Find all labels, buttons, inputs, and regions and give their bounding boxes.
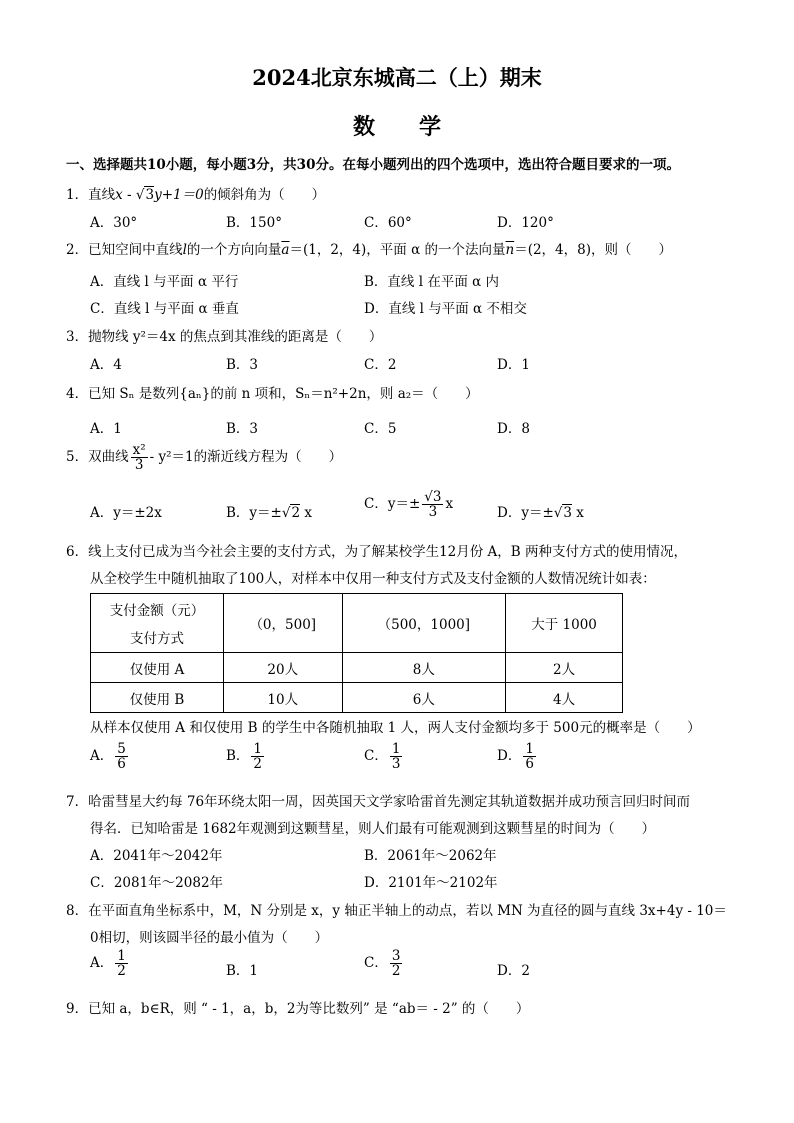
question-3-option-a: A．4 <box>90 357 122 373</box>
question-4-option-b: B．3 <box>226 421 259 437</box>
question-8-option-d: D．2 <box>497 963 530 979</box>
question-5-stem: 5．双曲线 $\frac{\text{x²}}{3}$ - y²＝1的渐近线方程为（ ） <box>66 442 343 474</box>
question-6-after-table: 从样本仅使用 A 和仅使用 B 的学生中各随机抽取 1 人，两人支付金额均多于 500元的概率是（ ） <box>90 720 701 736</box>
document-title: 2024北京东城高二（上）期末 <box>252 65 542 90</box>
question-7-option-d: D．2101年～2102年 <box>364 875 498 891</box>
question-4-option-d: D．8 <box>497 421 530 437</box>
question-6-option-a: A． $\frac{5}{6}$ <box>90 741 126 773</box>
payment-stats-table <box>90 593 623 713</box>
question-8-line-1: 8．在平面直角坐标系中，M，N 分别是 x，y 轴正半轴上的动点，若以 MN 为直径的圆与直线 3x+4y - 10＝ <box>66 903 727 919</box>
table-row: 仅使用 A 20人 8人 2人 <box>91 653 623 683</box>
question-1-option-d: D．120° <box>497 215 554 231</box>
question-3-option-d: D．1 <box>497 357 530 373</box>
question-7-line-1: 7．哈雷彗星大约每 76年环绕太阳一周，因英国天文学家哈雷首先测定其轨道数据并成功预言回归时间而 <box>66 794 691 810</box>
question-8-option-a: A． $\frac{1}{2}$ <box>90 948 126 980</box>
question-3-option-c: C．2 <box>364 357 397 373</box>
question-2-option-c: C．直线 l 与平面 α 垂直 <box>90 301 239 317</box>
question-6-line-2: 从全校学生中随机抽取了100人，对样本中仅用一种支付方式及支付金额的人数情况统计如表： <box>90 571 656 587</box>
question-1-stem: 1．直线x - √3y+1＝0的倾斜角为（ ） <box>66 187 326 203</box>
question-8-option-b: B．1 <box>226 963 259 979</box>
question-2-option-d: D．直线 l 与平面 α 不相交 <box>364 301 527 317</box>
table-row: 仅使用 B 10人 6人 4人 <box>91 683 623 713</box>
question-8-line-2: 0相切，则该圆半径的最小值为（ ） <box>90 930 329 946</box>
hyperbola-fraction: $\frac{\text{x²}}{3}$ <box>132 442 146 474</box>
question-6-option-d: D． $\frac{1}{6}$ <box>497 741 534 773</box>
table-header-cell: （500，1000] <box>342 594 506 653</box>
question-2-stem: 2．已知空间中直线l的一个方向向量$\overline{a}=(1$，2，4)，平面 α 的一个法向量$\overline{n}=(2$，4，8)，则（ ） <box>66 242 673 258</box>
question-4-stem: 4．已知 Sₙ 是数列{aₙ}的前 n 项和，Sₙ＝n²+2n，则 a₂＝（ ） <box>66 386 479 402</box>
question-8-option-c: C． $\frac{3}{2}$ <box>364 948 401 980</box>
subject-title: 数学 <box>352 114 485 140</box>
question-5-option-b: B．y＝±√2 x <box>226 505 312 521</box>
question-6-option-c: C． $\frac{1}{3}$ <box>364 741 401 773</box>
question-4-option-a: A．1 <box>90 421 122 437</box>
question-5-option-d: D．y＝±√3 x <box>497 505 584 521</box>
question-3-stem: 3．抛物线 y²＝4x 的焦点到其准线的距离是（ ） <box>66 329 383 345</box>
table-header-cell: 大于 1000 <box>506 594 623 653</box>
question-5-option-a: A．y＝±2x <box>90 505 162 521</box>
question-1-option-b: B．150° <box>226 215 282 231</box>
question-1-option-a: A．30° <box>90 215 138 231</box>
question-2-option-b: B．直线 l 在平面 α 内 <box>364 274 500 290</box>
section-heading: 一、选择题共10小题，每小题3分，共30分。在每小题列出的四个选项中，选出符合题目要求的一项。 <box>66 157 680 173</box>
question-7-option-a: A．2041年～2042年 <box>90 848 223 864</box>
question-2-option-a: A．直线 l 与平面 α 平行 <box>90 274 239 290</box>
question-4-option-c: C．5 <box>364 421 397 437</box>
question-6-line-1: 6．线上支付已成为当今社会主要的支付方式，为了解某校学生12月份 A，B 两种支付方式的使用情况， <box>66 544 688 560</box>
question-3-option-b: B．3 <box>226 357 259 373</box>
question-1-option-c: C．60° <box>364 215 412 231</box>
question-7-option-b: B．2061年～2062年 <box>364 848 497 864</box>
question-6-option-b: B． $\frac{1}{2}$ <box>226 741 263 773</box>
question-7-option-c: C．2081年～2082年 <box>90 875 224 891</box>
table-header-cell: （0，500] <box>224 594 343 653</box>
question-5-option-c: C．y＝± $\frac{√3}{3}$ x <box>364 489 454 521</box>
table-corner-cell: 支付金额（元） 支付方式 <box>91 594 224 653</box>
question-7-line-2: 得名．已知哈雷是 1682年观测到这颗彗星，则人们最有可能观测到这颗彗星的时间为（ ） <box>90 821 656 837</box>
question-9-stem: 9．已知 a，b∈R，则 “ - 1，a，b，2为等比数列” 是 “ab＝ - 2” 的（ ） <box>66 1001 530 1017</box>
